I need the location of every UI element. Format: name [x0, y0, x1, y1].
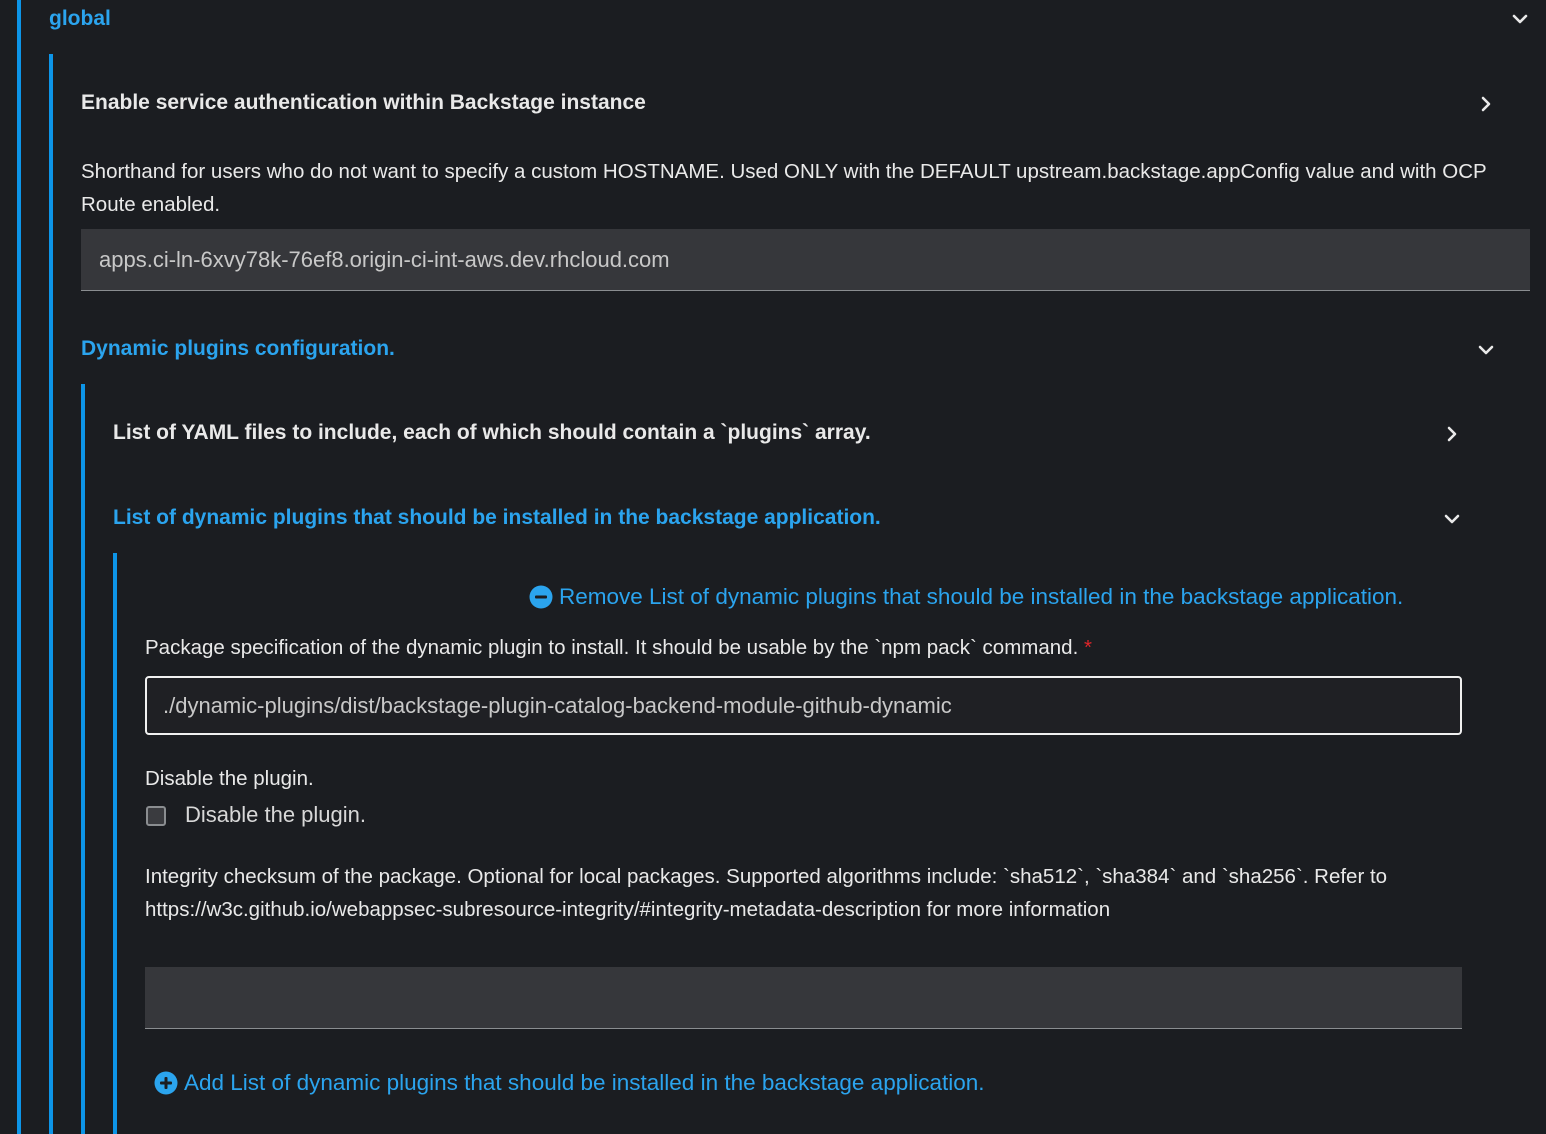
hostname-description: Shorthand for users who do not want to specify a custom HOSTNAME. Used ONLY with the DEFAULT upstream.backstage.appConfig value and with OCP Route enabled. — [81, 160, 1487, 216]
section-dynamic-plugins-title[interactable]: Dynamic plugins configuration. — [81, 337, 395, 360]
package-label — [145, 631, 1465, 664]
section-plugins-title[interactable]: List of dynamic plugins that should be installed in the backstage application. — [113, 506, 881, 529]
package-label-text: Package specification of the dynamic plugin to install. It should be usable by the `npm pack` command. — [145, 636, 1079, 659]
chevron-down-icon[interactable] — [1474, 338, 1498, 362]
minus-circle-icon — [529, 585, 553, 609]
plus-circle-icon — [154, 1071, 178, 1095]
chevron-right-icon[interactable] — [1474, 92, 1498, 116]
integrity-label: Integrity checksum of the package. Optional for local packages. Supported algorithms include: `sha512`, `sha384` and `sha256`. Refer to https://w3c.github.io/webappsec-subresource-integrity/#integrity-metadata-description for more information — [145, 865, 1388, 921]
disabled-label: Disable the plugin. — [145, 767, 314, 790]
add-plugin-button[interactable] — [154, 1070, 985, 1096]
nesting-bar-level-3 — [113, 553, 117, 1134]
nesting-bar-level-2 — [81, 384, 85, 1134]
nesting-bar-level-0 — [17, 0, 21, 1134]
package-input[interactable] — [145, 676, 1462, 735]
section-auth-title[interactable]: Enable service authentication within Backstage instance — [81, 91, 646, 114]
required-mark: * — [1083, 636, 1092, 659]
disable-plugin-checkbox[interactable] — [146, 806, 166, 826]
integrity-input[interactable] — [145, 967, 1462, 1029]
chevron-down-icon[interactable] — [1508, 7, 1532, 31]
package-input-value: ./dynamic-plugins/dist/backstage-plugin-catalog-backend-module-github-dynamic — [163, 692, 952, 718]
add-plugin-label: Add List of dynamic plugins that should be installed in the backstage application. — [184, 1070, 985, 1095]
nesting-bar-level-1 — [49, 54, 53, 1134]
chevron-right-icon[interactable] — [1440, 422, 1464, 446]
hostname-input-value: apps.ci-ln-6xvy78k-76ef8.origin-ci-int-aws.dev.rhcloud.com — [99, 246, 670, 272]
section-global-title[interactable]: global — [49, 7, 111, 30]
section-includes-title[interactable]: List of YAML files to include, each of which should contain a `plugins` array. — [113, 421, 871, 444]
disable-plugin-checkbox-label[interactable]: Disable the plugin. — [185, 802, 367, 827]
remove-plugin-button[interactable] — [529, 584, 1403, 610]
chevron-down-icon[interactable] — [1440, 507, 1464, 531]
remove-plugin-label: Remove List of dynamic plugins that should be installed in the backstage application. — [559, 584, 1404, 609]
hostname-input[interactable] — [81, 229, 1530, 291]
